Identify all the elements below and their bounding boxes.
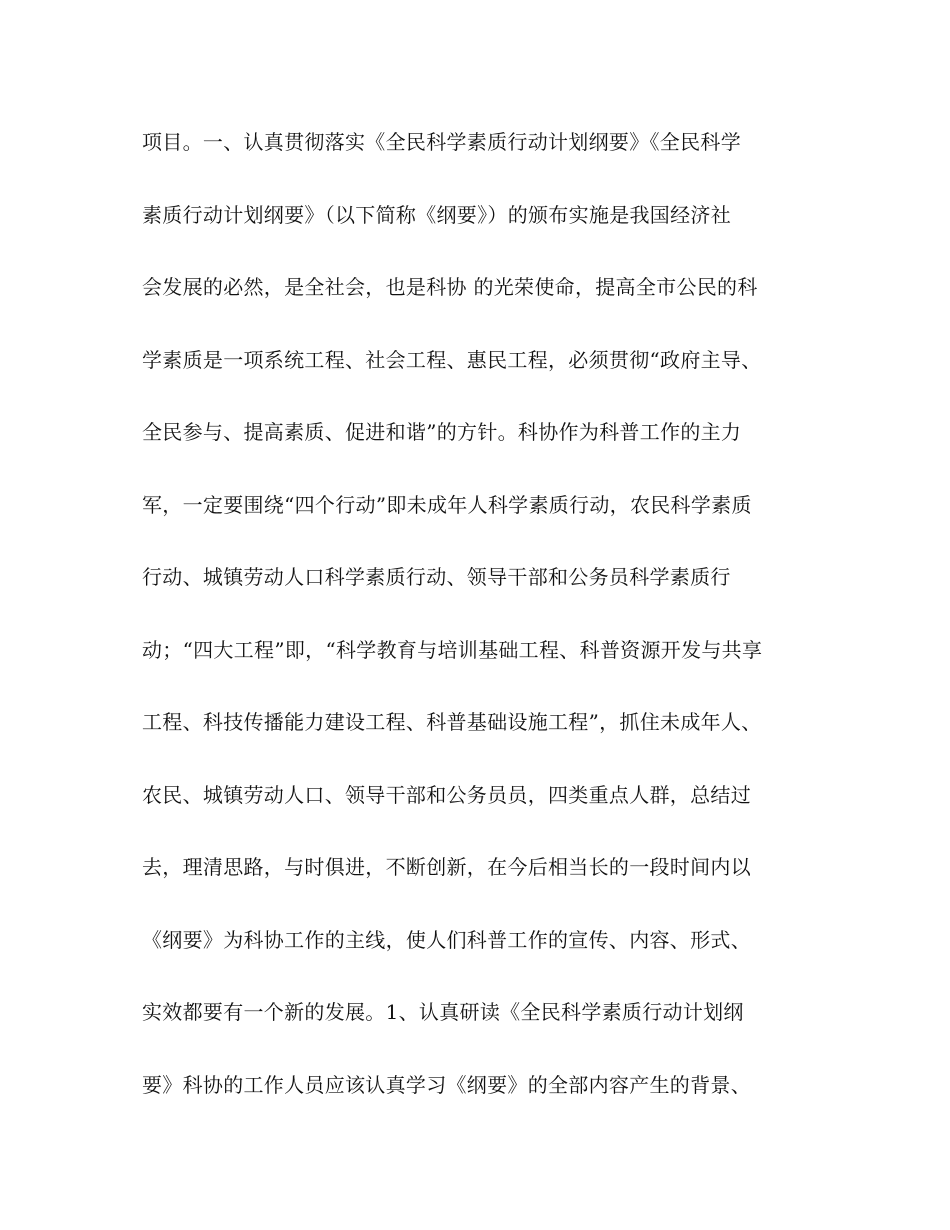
- text-line: 学素质是一项系统工程、社会工程、惠民工程，必须贯彻“政府主导、: [142, 347, 762, 372]
- text-line: 军，一定要围绕“四个行动”即未成年人科学素质行动，农民科学素质: [142, 492, 752, 517]
- text-line: 要》科协的工作人员应该认真学习《纲要》的全部内容产生的背景、: [142, 1072, 751, 1097]
- body-text: [142, 122, 822, 1137]
- text-line: 实效都要有一个新的发展。1、认真研读《全民科学素质行动计划纲: [142, 1000, 744, 1024]
- text-line: 动；“四大工程”即，“科学教育与培训基础工程、科普资源开发与共享: [142, 637, 763, 662]
- text-line: 行动、城镇劳动人口科学素质行动、领导干部和公务员科学素质行: [142, 565, 731, 589]
- text-line: 会发展的必然，是全社会，也是科协 的光荣使命，提高全市公民的科: [142, 275, 758, 299]
- text-line: 农民、城镇劳动人口、领导干部和公务员员，四类重点人群，总结过: [142, 782, 751, 807]
- text-line: 项目。一、认真贯彻落实《全民科学素质行动计划纲要》《全民科学: [142, 130, 741, 154]
- text-line: 工程、科技传播能力建设工程、科普基础设施工程”，抓住未成年人、: [142, 710, 762, 734]
- text-line: 全民参与、提高素质、促进和谐”的方针。科协作为科普工作的主力: [142, 420, 742, 444]
- text-line: 素质行动计划纲要》（以下简称《纲要》）的颁布实施是我国经济社: [142, 202, 731, 227]
- text-line: 《纲要》为科协工作的主线，使人们科普工作的宣传、内容、形式、: [142, 927, 751, 952]
- text-line: 去，理清思路，与时俱进，不断创新，在今后相当长的一段时间内以: [142, 855, 751, 879]
